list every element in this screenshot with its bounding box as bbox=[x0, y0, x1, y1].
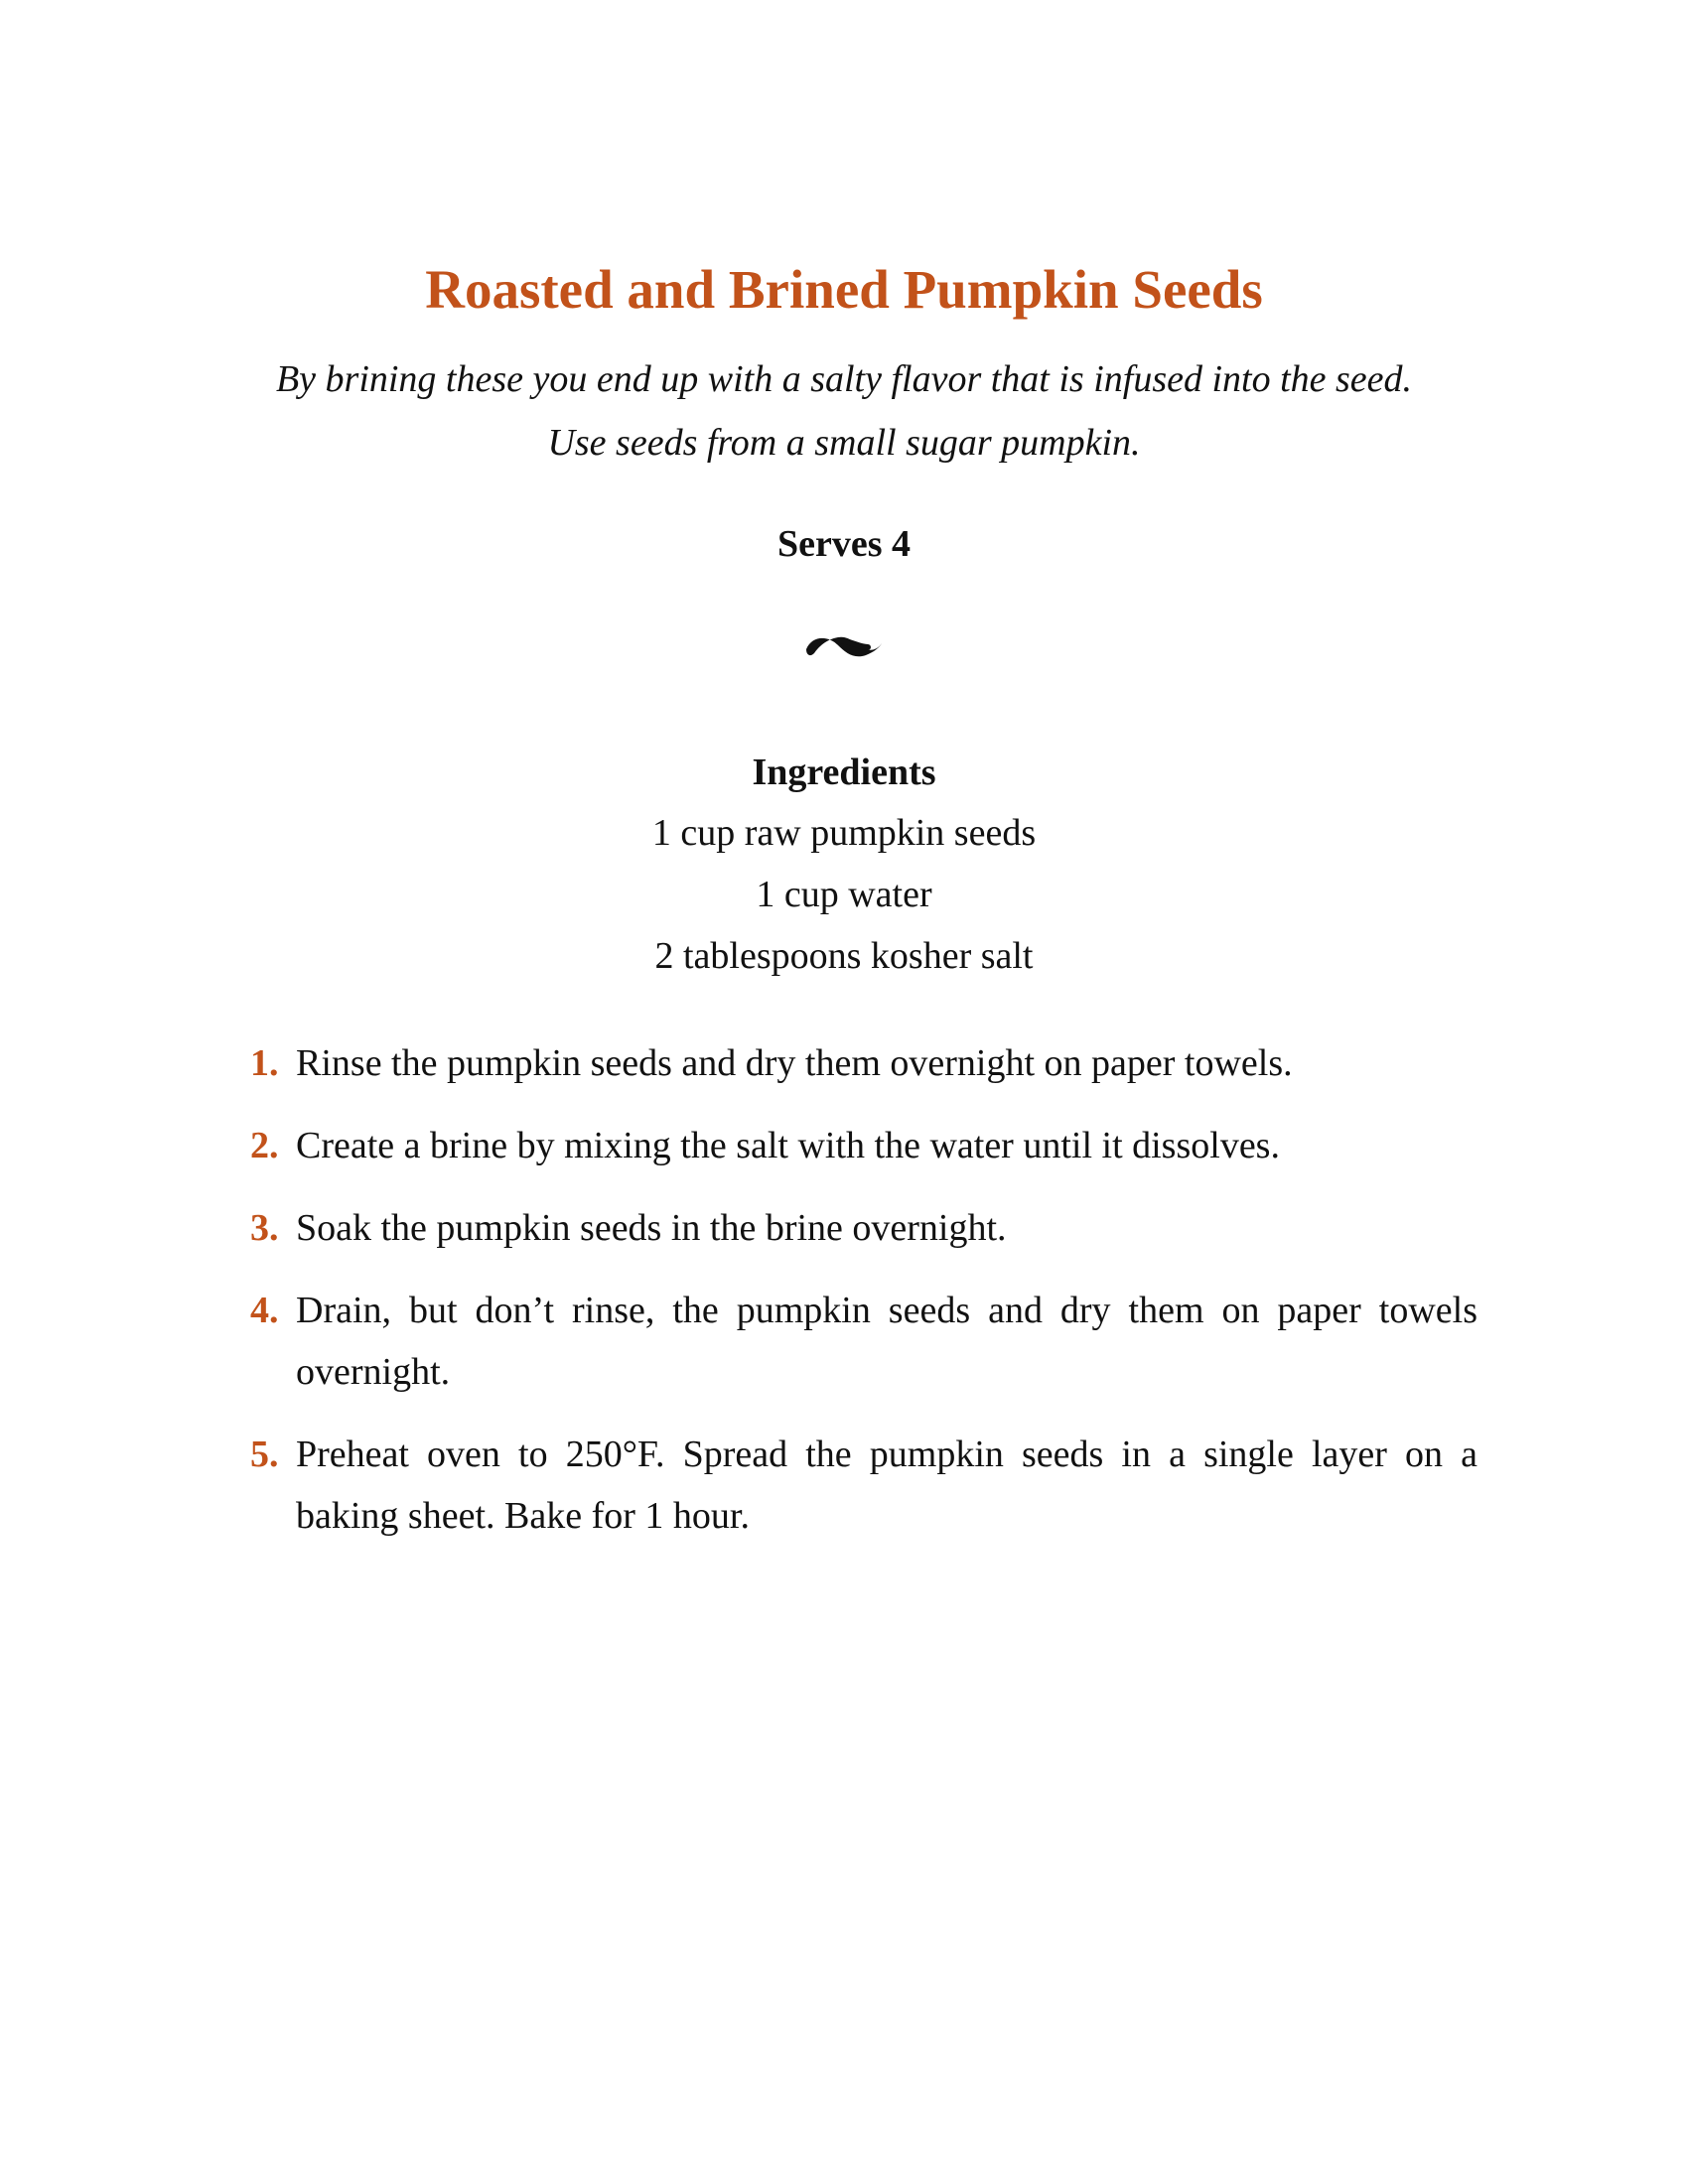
recipe-title: Roasted and Brined Pumpkin Seeds bbox=[425, 259, 1263, 320]
step-text: Drain, but don’t rinse, the pumpkin seeds and dry them on paper towels overnight. bbox=[296, 1290, 1477, 1393]
ingredients-section bbox=[0, 743, 1688, 987]
ingredient-item: 2 tablespoons kosher salt bbox=[654, 935, 1034, 977]
step-text: Soak the pumpkin seeds in the brine overnight. bbox=[296, 1207, 1007, 1249]
step-number: 5. bbox=[250, 1433, 279, 1475]
ingredients-heading: Ingredients bbox=[752, 751, 936, 793]
directions-list bbox=[250, 1032, 1477, 1568]
step-text: Preheat oven to 250°F. Spread the pumpkin seeds in a single layer on a baking sheet. Bake for 1 hour. bbox=[296, 1433, 1477, 1537]
direction-step bbox=[250, 1197, 1477, 1259]
ingredient-item: 1 cup raw pumpkin seeds bbox=[651, 812, 1037, 854]
intro-line: Use seeds from a small sugar pumpkin. bbox=[547, 422, 1141, 464]
step-text: Rinse the pumpkin seeds and dry them overnight on paper towels. bbox=[296, 1042, 1293, 1084]
intro-line: By brining these you end up with a salty flavor that is infused into the seed. bbox=[275, 358, 1413, 400]
ingredient-item: 1 cup water bbox=[756, 874, 932, 915]
recipe-intro bbox=[0, 347, 1688, 475]
step-number: 3. bbox=[250, 1207, 279, 1249]
direction-step bbox=[250, 1115, 1477, 1176]
step-text: Create a brine by mixing the salt with the water until it dissolves. bbox=[296, 1125, 1280, 1166]
step-number: 1. bbox=[250, 1042, 279, 1084]
step-number: 2. bbox=[250, 1125, 279, 1166]
direction-step bbox=[250, 1424, 1477, 1547]
serves-label: Serves 4 bbox=[776, 523, 912, 565]
step-number: 4. bbox=[250, 1290, 279, 1331]
swash-ornament-icon bbox=[802, 627, 886, 667]
direction-step bbox=[250, 1032, 1477, 1094]
direction-step bbox=[250, 1280, 1477, 1403]
